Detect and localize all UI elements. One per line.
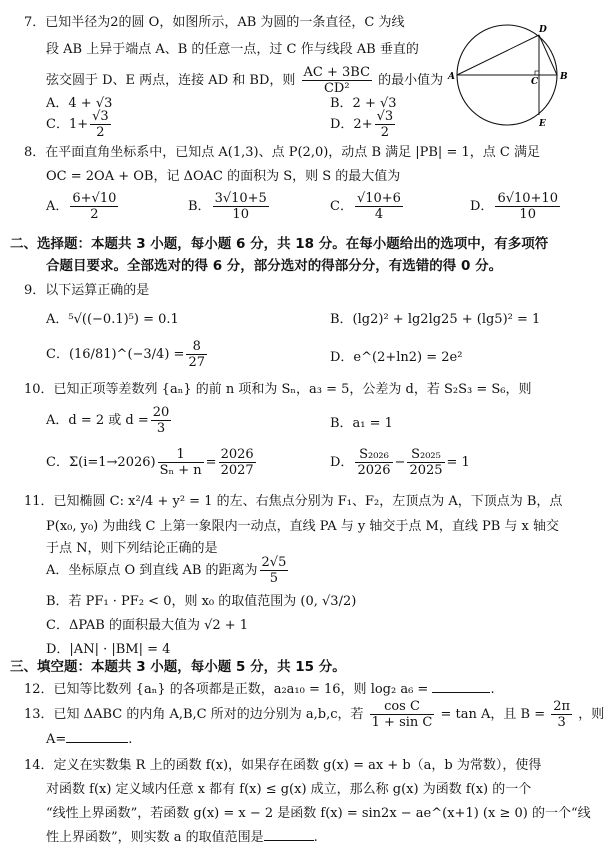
q14-line-4: 性上界函数”，则实数 a 的取值范围是 . — [46, 830, 318, 845]
q12-text: 12．已知等比数列 {aₙ} 的各项都是正数，a₂a₁₀ = 16，则 log₂ a₆ = — [24, 682, 429, 697]
q7-line-2: 段 AB 上异于端点 A、B 的任意一点，过 C 作与线段 AB 垂直的 — [46, 42, 419, 57]
q7-option-c: C．1+ $\frac{√3}{2}$ — [46, 109, 109, 140]
fig-label-d: D — [539, 25, 547, 35]
q7-line-1: 7．已知半径为2的圆 O，如图所示，AB 为圆的一条直径，C 为线 — [24, 15, 405, 30]
fig-label-a: A — [448, 72, 455, 82]
q9-option-c: C．(16/81)^(−3/4) = $\frac{8}{27}$ — [46, 339, 205, 370]
q7-line-3-text: 弦交圆于 D、E 两点，连接 AD 和 BD，则 — [46, 73, 296, 88]
q10-option-a: A．d = 2 或 d = $\frac{20}{3}$ — [46, 405, 170, 436]
q9-stem: 9．以下运算正确的是 — [24, 283, 150, 298]
q9-option-a: A．⁵√((−0.1)⁵) = 0.1 — [46, 312, 179, 327]
q7-line-3-tail: 的最小值为 — [378, 73, 444, 88]
q10-stem: 10．已知正项等差数列 {aₙ} 的前 n 项和为 Sₙ，a₃ = 5，公差为 d，若 S₂S₃ = S₆，则 — [24, 382, 532, 397]
q12-answer-blank[interactable] — [432, 692, 490, 693]
fig-label-b: B — [560, 72, 568, 82]
section-2-heading-line-2: 合题目要求。全部选对的得 6 分，部分选对的得部分分，有选错的得 0 分。 — [46, 258, 503, 274]
q7-option-a: A．4 + √3 — [46, 96, 113, 111]
q14-line-3: “线性上界函数”，若函数 g(x) = x − 2 是函数 f(x) = sin2x − ae^(x+1) (x ≥ 0) 的一个“线 — [46, 806, 591, 821]
q8-option-d: D． $\frac{6√10+10}{10}$ — [470, 191, 558, 222]
q8-option-a: A． $\frac{6+√10}{2}$ — [46, 191, 117, 222]
question-12: 12．已知等比数列 {aₙ} 的各项都是正数，a₂a₁₀ = 16，则 log₂ a₆ = . — [24, 682, 495, 697]
q9-option-d: D．e^(2+ln2) = 2e² — [330, 350, 463, 365]
q11-option-b: B．若 PF₁ · PF₂ < 0，则 x₀ 的取值范围为 (0, √3/2) — [46, 594, 357, 609]
q8-line-1: 8．在平面直角坐标系中，已知点 A(1,3)、点 P(2,0)，动点 B 满足 |PB| = 1，点 C 满足 — [24, 145, 540, 160]
fig-label-c: C — [531, 77, 539, 87]
q11-line-2: P(x₀, y₀) 为曲线 C 上第一象限内一动点，直线 PA 与 y 轴交于点 M，直线 PB 与 x 轴交 — [46, 519, 560, 534]
q8-line-2: OC = 2OA + OB，记 ΔOAC 的面积为 S，则 S 的最大值为 — [46, 169, 401, 184]
q9-option-b: B．(lg2)² + lg2lg25 + (lg5)² = 1 — [330, 312, 541, 327]
q8-option-c: C． $\frac{√10+6}{4}$ — [330, 191, 401, 222]
section-2-heading-line-1: 二、选择题：本题共 3 小题，每小题 6 分，共 18 分。在每小题给出的选项中，有多项符 — [10, 236, 549, 252]
q7-circle-figure — [447, 20, 575, 132]
q7-fraction: $\frac{AC + 3BC}{\text{CD²}}$ — [303, 65, 371, 96]
q10-option-b: B．a₁ = 1 — [330, 416, 393, 431]
q11-option-c: C．ΔPAB 的面积最大值为 √2 + 1 — [46, 618, 249, 633]
q14-line-2: 对函数 f(x) 定义域内任意 x 都有 f(x) ≤ g(x) 成立，那么称 g(x) 为函数 f(x) 的一个 — [46, 782, 532, 797]
q11-line-1: 11．已知椭圆 C: x²/4 + y² = 1 的左、右焦点分别为 F₁、F₂，左顶点为 A，下顶点为 B，点 — [24, 494, 563, 509]
q8-option-b: B． $\frac{3√10+5}{10}$ — [188, 191, 267, 222]
q11-option-d: D．|AN| · |BM| = 4 — [46, 642, 171, 657]
q10-option-c: C．Σ(i=1→2026) $\frac{1}{\text{Sₙ + n}}$ = $\frac{2026}{2027}$ — [46, 447, 254, 478]
q7-option-d: D．2+ $\frac{√3}{2}$ — [330, 109, 394, 140]
q10-option-d: D． $\frac{\text{S₂₀₂₆}}{2026}$ − $\frac{\text{S₂₀₂₅}}{2025}$ = 1 — [330, 447, 470, 478]
q13-line-2: A= . — [46, 732, 133, 747]
q13-answer-blank[interactable] — [66, 742, 128, 743]
q14-line-1: 14．定义在实数集 R 上的函数 f(x)，如果存在函数 g(x) = ax + b（a，b 为常数），使得 — [24, 758, 542, 773]
q7-option-b: B．2 + √3 — [330, 96, 397, 111]
q11-option-a: A．坐标原点 O 到直线 AB 的距离为 $\frac{2√5}{5}$ — [46, 555, 287, 586]
section-3-heading: 三、填空题：本题共 3 小题，每小题 5 分，共 15 分。 — [10, 659, 346, 675]
fig-label-e: E — [539, 119, 546, 129]
q14-answer-blank[interactable] — [264, 840, 314, 841]
q13-line-1: 13．已知 ΔABC 的内角 A,B,C 所对的边分别为 a,b,c，若 $\frac{\text{cos C}}{\text{1 + sin C}}$ = tan A，且 B = $\frac{2\pi}{3}$ ，则 — [24, 699, 605, 730]
q11-line-3: 于点 N，则下列结论正确的是 — [46, 541, 218, 556]
